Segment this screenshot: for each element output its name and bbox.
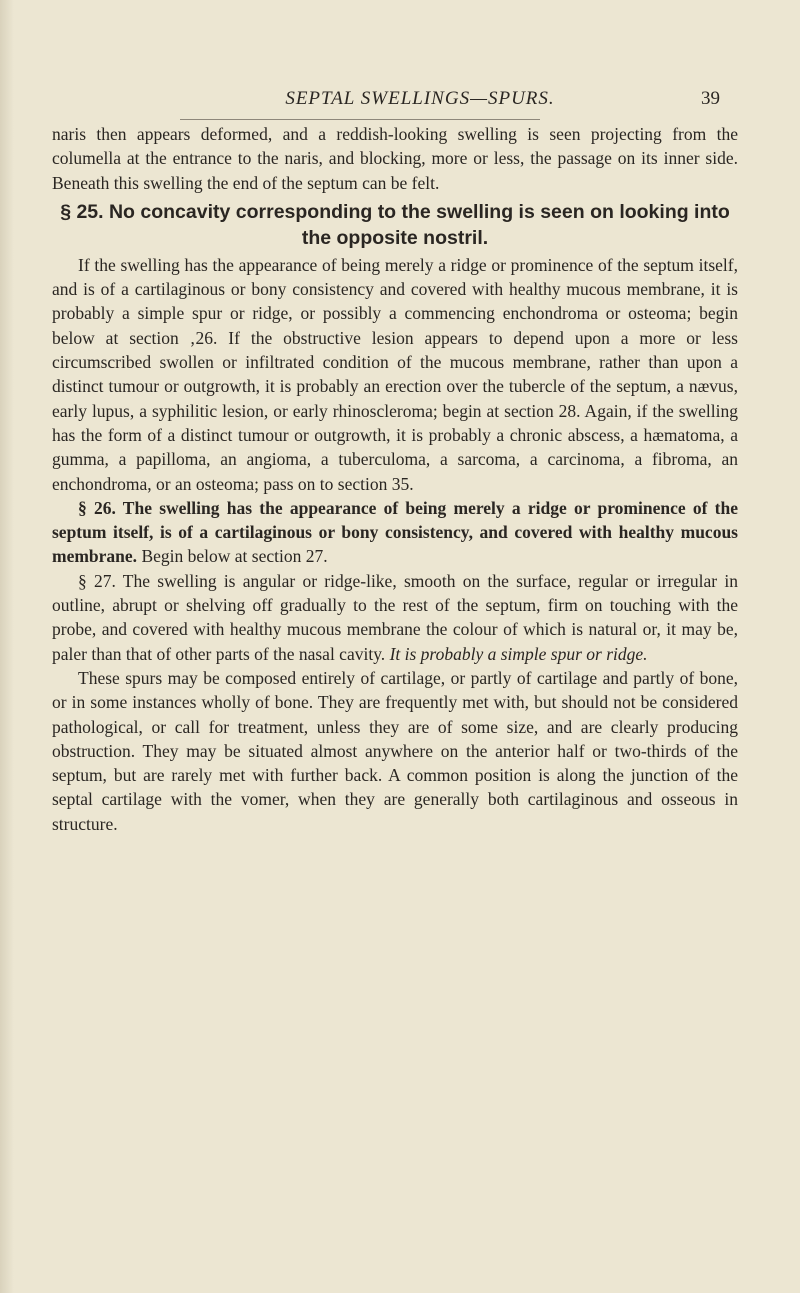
running-head: SEPTAL SWELLINGS—SPURS. [285, 88, 555, 109]
section-27-text: § 27. The swelling is angular or ridge-like, smooth on the surface, regular or irregular in outline, abrupt or shelving off gradually to the rest of the septum, firm on touching with the probe, and covered with healthy mucous membrane the colour of which is natural or, it may be, paler than that of other parts of the nasal cavity. [52, 570, 738, 664]
paragraph-section-27 [52, 569, 738, 666]
page-edge-shadow [0, 0, 14, 1293]
section-27-italic: It is probably a simple spur or ridge. [389, 643, 648, 664]
section-25-heading: § 25. No concavity corresponding to the swelling is seen on looking into the opposite nostril. [60, 200, 730, 249]
section-26-bold-text: § 26. The swelling has the appearance of being merely a ridge or prominence of the septum itself, is of a cartilaginous or bony consistency, and covered with healthy mucous membrane. [52, 497, 738, 567]
header-rule [180, 119, 540, 120]
section-26-text: Begin below at section 27. [137, 546, 328, 567]
page-number: 39 [701, 88, 720, 109]
paragraph-section-25: If the swelling has the appearance of being merely a ridge or prominence of the septum itself, and is of a cartilaginous or bony consistency and covered with healthy mucous membrane, it is probably a simple spur or ridge, or possibly a commencing enchondroma or osteoma; begin below at section ‚26. If the obstructive lesion appears to depend upon a more or less circumscribed swollen or infiltrated condition of the mucous membrane, rather than upon a distinct tumour or outgrowth, it is probably an erection over the tubercle of the septum, a nævus, early lupus, a syphilitic lesion, or early rhinoscleroma; begin at section 28. Again, if the swelling has the form of a distinct tumour or outgrowth, it is probably a chronic abscess, a hæmatoma, a gumma, a papilloma, an angioma, a tuberculoma, a sarcoma, a carcinoma, a fibroma, an enchondroma, or an osteoma; pass on to section 35. [52, 254, 738, 494]
paragraph-section-26 [52, 496, 738, 569]
page-header [120, 88, 720, 118]
paragraph-spurs: These spurs may be composed entirely of cartilage, or partly of cartilage and partly of bone, or in some instances wholly of bone. They are frequently met with, but should not be considered pathological, or call for treatment, unless they are of some size, and are clearly producing obstruction. They may be situated almost anywhere on the anterior half or two-thirds of the septum, but are rarely met with further back. A common position is along the junction of the septal cartilage with the vomer, when they are generally both cartilaginous and osseous in structure. [52, 667, 738, 834]
body-text [52, 122, 738, 836]
paragraph-continued: naris then appears deformed, and a reddish-looking swelling is seen projecting from the columella at the entrance to the naris, and blocking, more or less, the passage on its inner side. Beneath this swelling the end of the septum can be felt. [52, 124, 738, 193]
